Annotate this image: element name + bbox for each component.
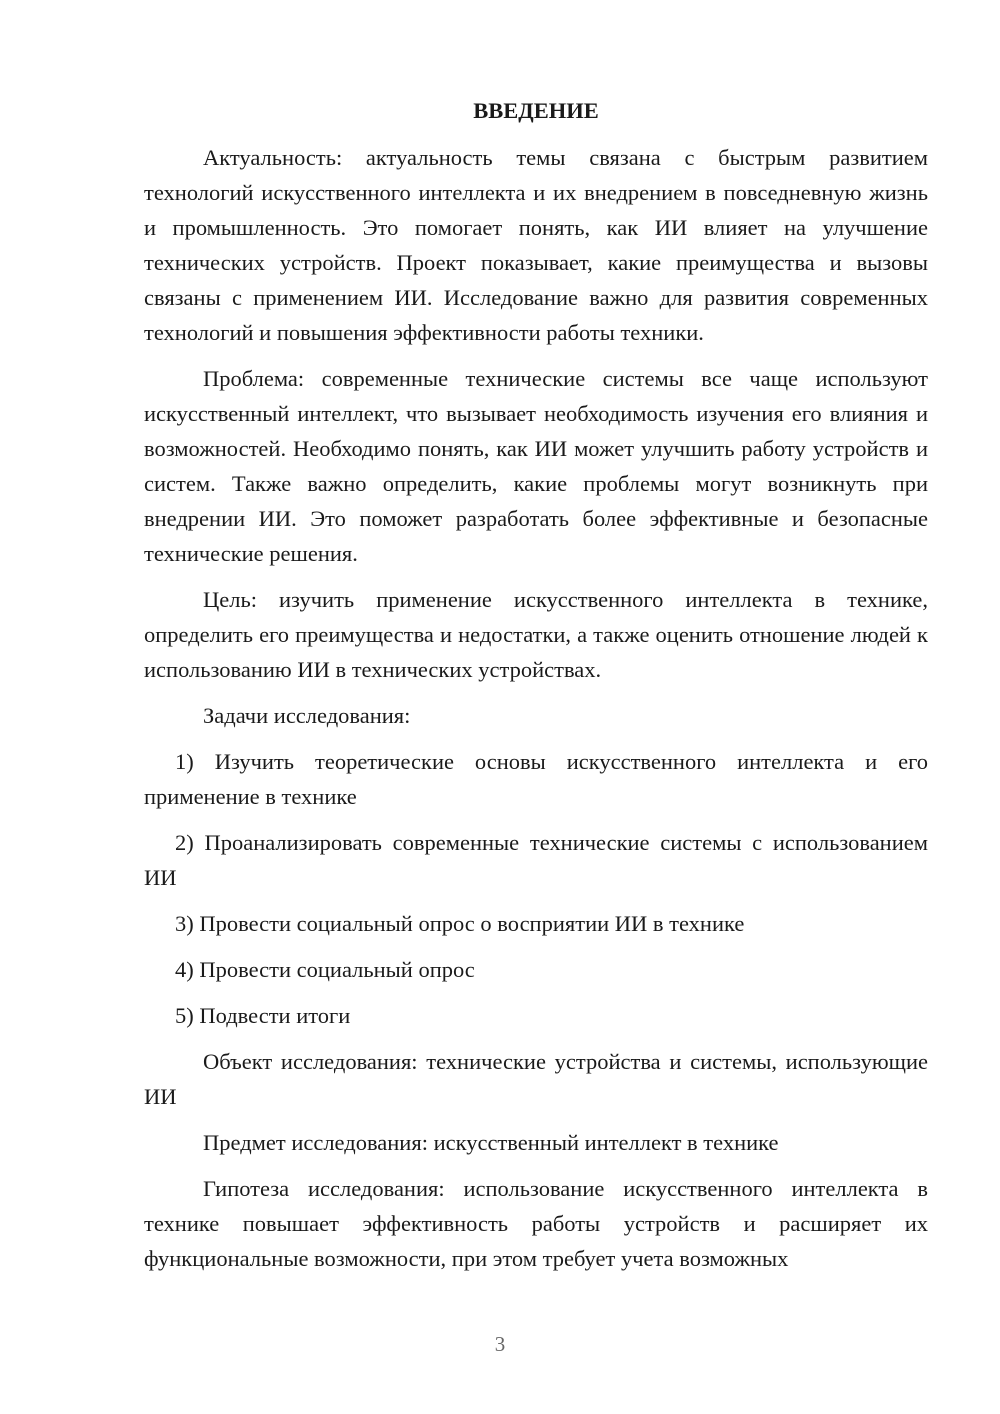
- page-number: 3: [494, 1332, 506, 1356]
- hypothesis-paragraph: Гипотеза исследования: использование искусственного интеллекта в технике повышает эффективность работы устройств и расширяет их функциональные возможности, при этом требует учета возможных: [144, 1176, 928, 1271]
- task-item-2: 2) Проанализировать современные технические системы с использованием ИИ: [144, 830, 928, 890]
- task-item-5: 5) Подвести итоги: [175, 1003, 351, 1028]
- problem-paragraph: Проблема: современные технические системы все чаще используют искусственный интеллект, что вызывает необходимость изучения его влияния и возможностей. Необходимо понять, как ИИ может улучшить работу устройств и систем. Также важно определить, какие проблемы могут возникнуть при внедрении ИИ. Это поможет разработать более эффективные и безопасные технические решения.: [144, 366, 928, 566]
- tasks-heading: Задачи исследования:: [203, 703, 411, 728]
- relevance-paragraph: Актуальность: актуальность темы связана с быстрым развитием технологий искусственного интеллекта и их внедрением в повседневную жизнь и промышленность. Это помогает понять, как ИИ влияет на улучшение технических устройств. Проект показывает, какие преимущества и вызовы связаны с применением ИИ. Исследование важно для развития современных технологий и повышения эффективности работы техники.: [144, 145, 928, 345]
- subject-paragraph: Предмет исследования: искусственный интеллект в технике: [203, 1130, 779, 1155]
- task-item-3: 3) Провести социальный опрос о восприятии ИИ в технике: [175, 911, 745, 936]
- document-page: [144, 94, 928, 1287]
- task-item-1: 1) Изучить теоретические основы искусственного интеллекта и его применение в технике: [144, 749, 928, 809]
- goal-paragraph: Цель: изучить применение искусственного интеллекта в технике, определить его преимущества и недостатки, а также оценить отношение людей к использованию ИИ в технических устройствах.: [144, 587, 928, 682]
- object-paragraph: Объект исследования: технические устройства и системы, использующие ИИ: [144, 1049, 928, 1109]
- section-heading: ВВЕДЕНИЕ: [473, 98, 599, 123]
- task-item-4: 4) Провести социальный опрос: [175, 957, 475, 982]
